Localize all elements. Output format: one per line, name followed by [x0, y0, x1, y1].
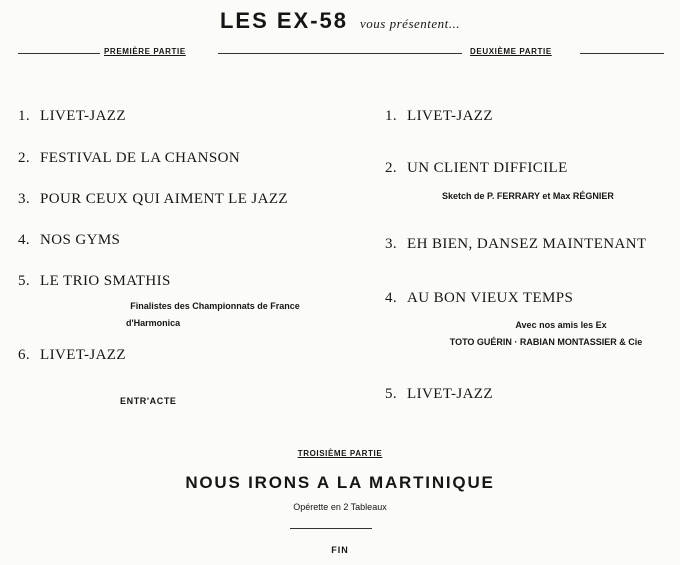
part2-item-2-note: Sketch de P. FERRARY et Max RÉGNIER	[442, 191, 614, 201]
short-divider	[290, 528, 372, 529]
item-number: 4.	[385, 290, 398, 306]
part1-label: PREMIÈRE PARTIE	[104, 47, 186, 56]
item-label: NOS GYMS	[40, 232, 121, 248]
item-label: LE TRIO SMATHIS	[40, 273, 171, 289]
item-number: 2.	[385, 160, 398, 176]
item-number: 5.	[18, 273, 31, 289]
note-line: d'Harmonica	[126, 318, 181, 328]
part3-label: TROISIÈME PARTIE	[297, 449, 383, 458]
page-subtitle: vous présentent...	[360, 16, 461, 31]
item-label: FESTIVAL DE LA CHANSON	[40, 150, 241, 166]
part2-item-4	[385, 290, 573, 307]
item-number: 6.	[18, 347, 31, 363]
item-label: LIVET-JAZZ	[407, 386, 493, 402]
part3-title: NOUS IRONS A LA MARTINIQUE	[185, 473, 495, 492]
part2-item-4-note	[430, 317, 662, 351]
part2-label: DEUXIÈME PARTIE	[470, 47, 552, 56]
page-title: LES EX-58	[219, 8, 349, 33]
part1-item-2	[18, 150, 240, 167]
part1-item-5	[18, 273, 171, 290]
part1-item-1	[18, 108, 126, 125]
item-number: 1.	[18, 108, 31, 124]
part2-item-2	[385, 160, 568, 177]
item-label: UN CLIENT DIFFICILE	[407, 160, 568, 176]
part3-label-wrap	[0, 443, 680, 461]
part2-item-5	[385, 386, 493, 403]
item-number: 4.	[18, 232, 31, 248]
item-label: POUR CEUX QUI AIMENT LE JAZZ	[40, 191, 288, 207]
note-line: TOTO GUÉRIN · RABIAN MONTASSIER & Cie	[449, 337, 643, 347]
item-label: LIVET-JAZZ	[40, 108, 126, 124]
item-number: 1.	[385, 108, 398, 124]
item-number: 2.	[18, 150, 31, 166]
rule-right	[580, 53, 664, 54]
part2-item-3	[385, 236, 647, 253]
note-line: Finalistes des Championnats de France	[130, 301, 300, 311]
item-label: AU BON VIEUX TEMPS	[407, 290, 574, 306]
item-label: LIVET-JAZZ	[407, 108, 493, 124]
item-label: LIVET-JAZZ	[40, 347, 126, 363]
item-number: 3.	[385, 236, 398, 252]
item-number: 3.	[18, 191, 31, 207]
end-label: FIN	[331, 545, 349, 555]
item-number: 5.	[385, 386, 398, 402]
part1-item-5-note	[120, 298, 310, 332]
entracte-label: ENTR'ACTE	[120, 396, 177, 406]
rule-left-1	[18, 53, 100, 54]
rule-middle	[218, 53, 462, 54]
note-line: Avec nos amis les Ex	[515, 320, 607, 330]
part3-subtitle: Opérette en 2 Tableaux	[293, 502, 387, 512]
part1-item-6	[18, 347, 126, 364]
part1-item-3	[18, 191, 288, 208]
program-header	[0, 8, 680, 34]
part1-item-4	[18, 232, 120, 249]
part2-item-1	[385, 108, 493, 125]
item-label: EH BIEN, DANSEZ MAINTENANT	[407, 236, 647, 252]
